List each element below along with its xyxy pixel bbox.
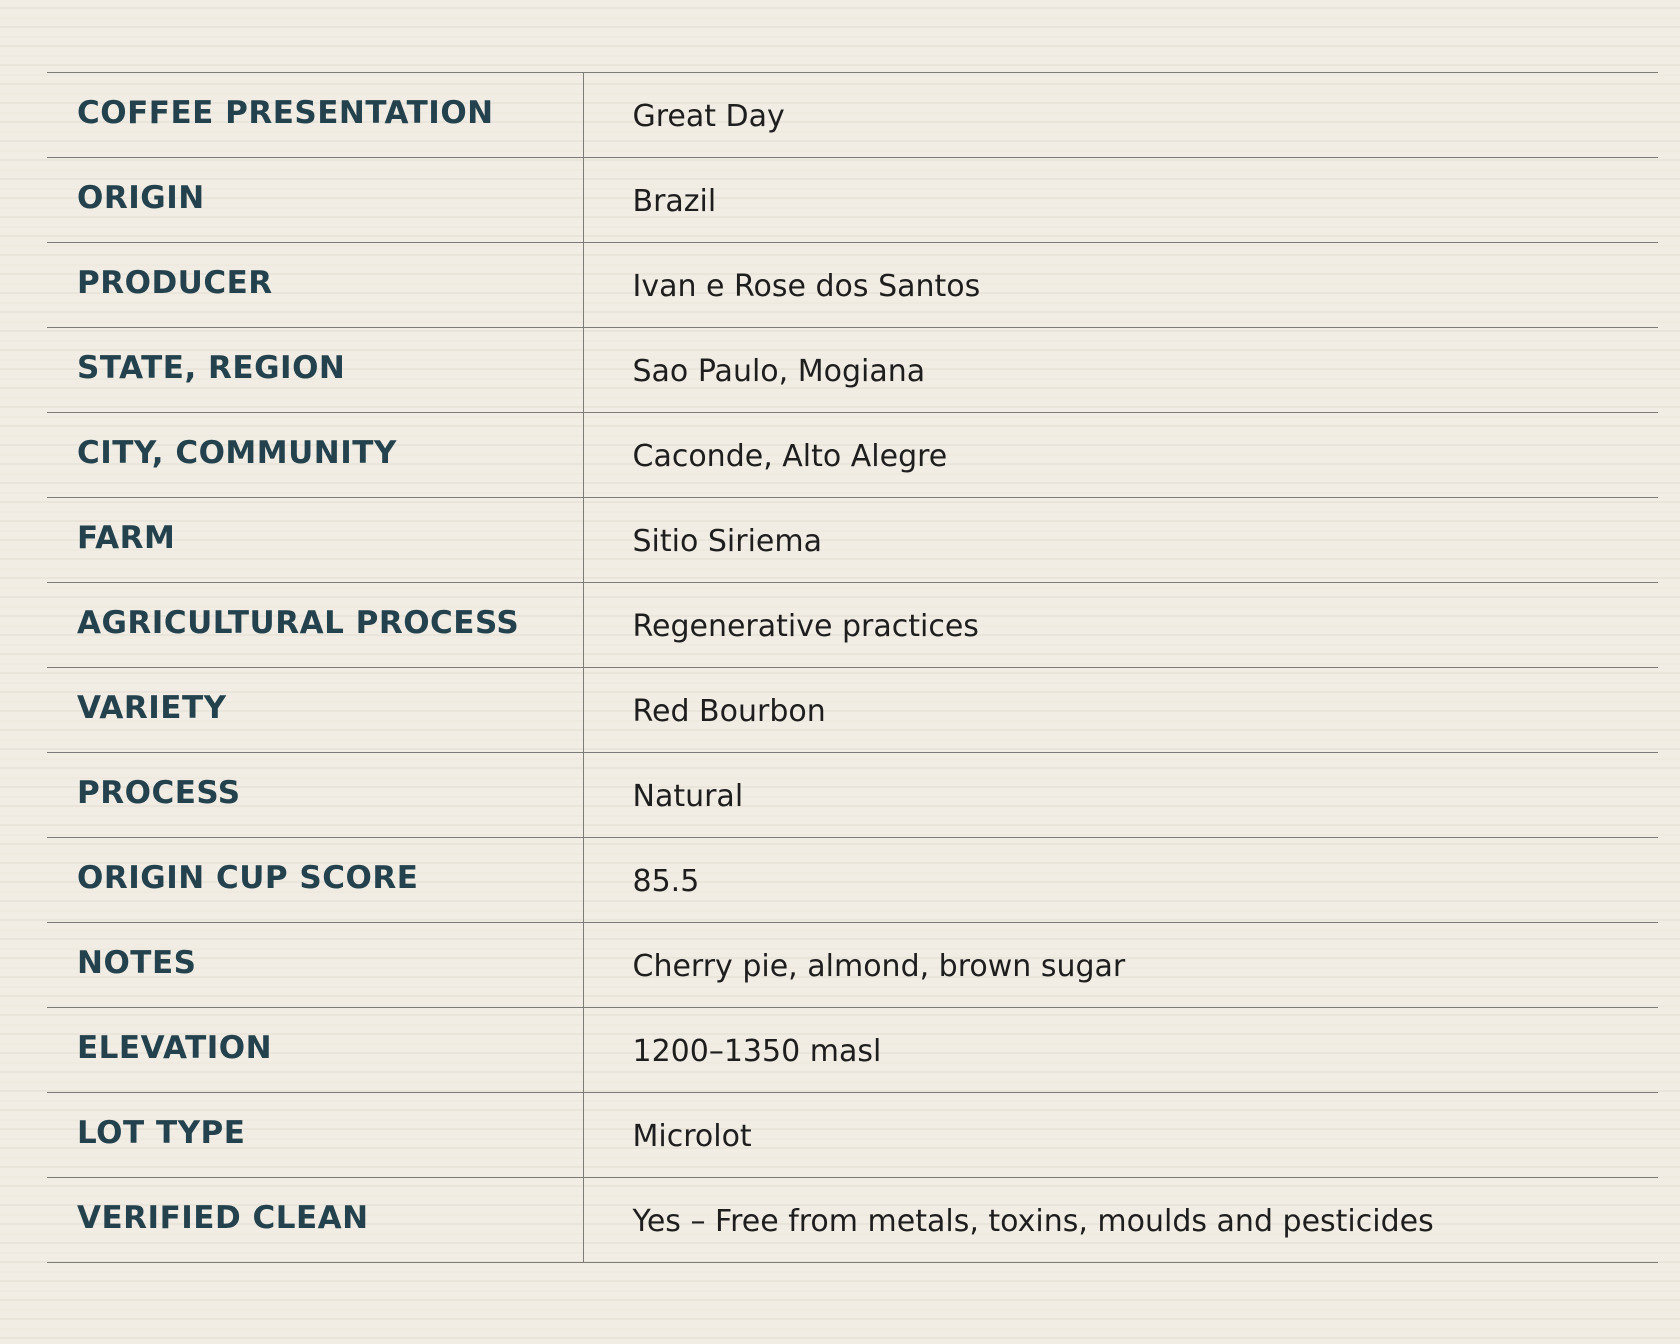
- spec-value-cell: [583, 243, 1658, 328]
- spec-value: Red Bourbon: [632, 693, 826, 729]
- spec-value: 85.5: [632, 863, 700, 899]
- spec-value-cell: [583, 1008, 1658, 1093]
- spec-value: Regenerative practices: [632, 608, 979, 644]
- spec-label: VERIFIED CLEAN: [77, 1200, 369, 1236]
- spec-value: Ivan e Rose dos Santos: [632, 268, 981, 304]
- spec-value: Great Day: [632, 98, 785, 134]
- spec-label-cell: [47, 413, 583, 498]
- spec-row-agricultural-process: [47, 583, 1658, 668]
- spec-row-farm: [47, 498, 1658, 583]
- spec-row-elevation: [47, 1008, 1658, 1093]
- spec-row-producer: [47, 243, 1658, 328]
- spec-label: LOT TYPE: [77, 1115, 246, 1151]
- spec-row-notes: [47, 923, 1658, 1008]
- spec-row-origin: [47, 158, 1658, 243]
- spec-row-variety: [47, 668, 1658, 753]
- spec-label-cell: [47, 158, 583, 243]
- spec-label-cell: [47, 1008, 583, 1093]
- spec-table-body: [47, 73, 1658, 1263]
- spec-label: FARM: [77, 520, 176, 556]
- spec-label: CITY, COMMUNITY: [77, 435, 397, 471]
- spec-label: ORIGIN: [77, 180, 205, 216]
- spec-label-cell: [47, 923, 583, 1008]
- spec-label-cell: [47, 838, 583, 923]
- spec-label-cell: [47, 498, 583, 583]
- spec-label-cell: [47, 753, 583, 838]
- spec-value: Sao Paulo, Mogiana: [632, 353, 926, 389]
- spec-row-state-region: [47, 328, 1658, 413]
- spec-label: PRODUCER: [77, 265, 273, 301]
- spec-value: Cherry pie, almond, brown sugar: [632, 948, 1126, 984]
- spec-value: Brazil: [632, 183, 717, 219]
- spec-label-cell: [47, 1178, 583, 1263]
- spec-label: STATE, REGION: [77, 350, 346, 386]
- spec-row-origin-cup-score: [47, 838, 1658, 923]
- spec-value-cell: [583, 73, 1658, 158]
- spec-label: PROCESS: [77, 775, 241, 811]
- spec-value-cell: [583, 753, 1658, 838]
- spec-label: NOTES: [77, 945, 197, 981]
- spec-row-verified-clean: [47, 1178, 1658, 1263]
- spec-value-cell: [583, 328, 1658, 413]
- spec-value: Sitio Siriema: [632, 523, 822, 559]
- spec-label-cell: [47, 243, 583, 328]
- spec-row-lot-type: [47, 1093, 1658, 1178]
- spec-value-cell: [583, 413, 1658, 498]
- spec-value-cell: [583, 923, 1658, 1008]
- spec-label-cell: [47, 668, 583, 753]
- spec-row-process: [47, 753, 1658, 838]
- spec-value-cell: [583, 668, 1658, 753]
- spec-value: Yes – Free from metals, toxins, moulds and pesticides: [632, 1203, 1434, 1239]
- spec-label: ELEVATION: [77, 1030, 273, 1066]
- spec-label-cell: [47, 73, 583, 158]
- spec-label: ORIGIN CUP SCORE: [77, 860, 419, 896]
- spec-value: Natural: [632, 778, 744, 814]
- spec-value: Microlot: [632, 1118, 752, 1154]
- spec-label-cell: [47, 583, 583, 668]
- spec-label: COFFEE PRESENTATION: [77, 95, 494, 131]
- spec-value-cell: [583, 498, 1658, 583]
- spec-value-cell: [583, 583, 1658, 668]
- spec-value: Caconde, Alto Alegre: [632, 438, 948, 474]
- spec-value-cell: [583, 1178, 1658, 1263]
- spec-row-coffee-presentation: [47, 73, 1658, 158]
- spec-value-cell: [583, 158, 1658, 243]
- coffee-spec-table: [47, 72, 1658, 1263]
- spec-value-cell: [583, 838, 1658, 923]
- spec-label-cell: [47, 328, 583, 413]
- spec-value: 1200–1350 masl: [632, 1033, 882, 1069]
- spec-label: VARIETY: [77, 690, 227, 726]
- spec-label-cell: [47, 1093, 583, 1178]
- spec-value-cell: [583, 1093, 1658, 1178]
- spec-label: AGRICULTURAL PROCESS: [77, 605, 520, 641]
- spec-row-city-community: [47, 413, 1658, 498]
